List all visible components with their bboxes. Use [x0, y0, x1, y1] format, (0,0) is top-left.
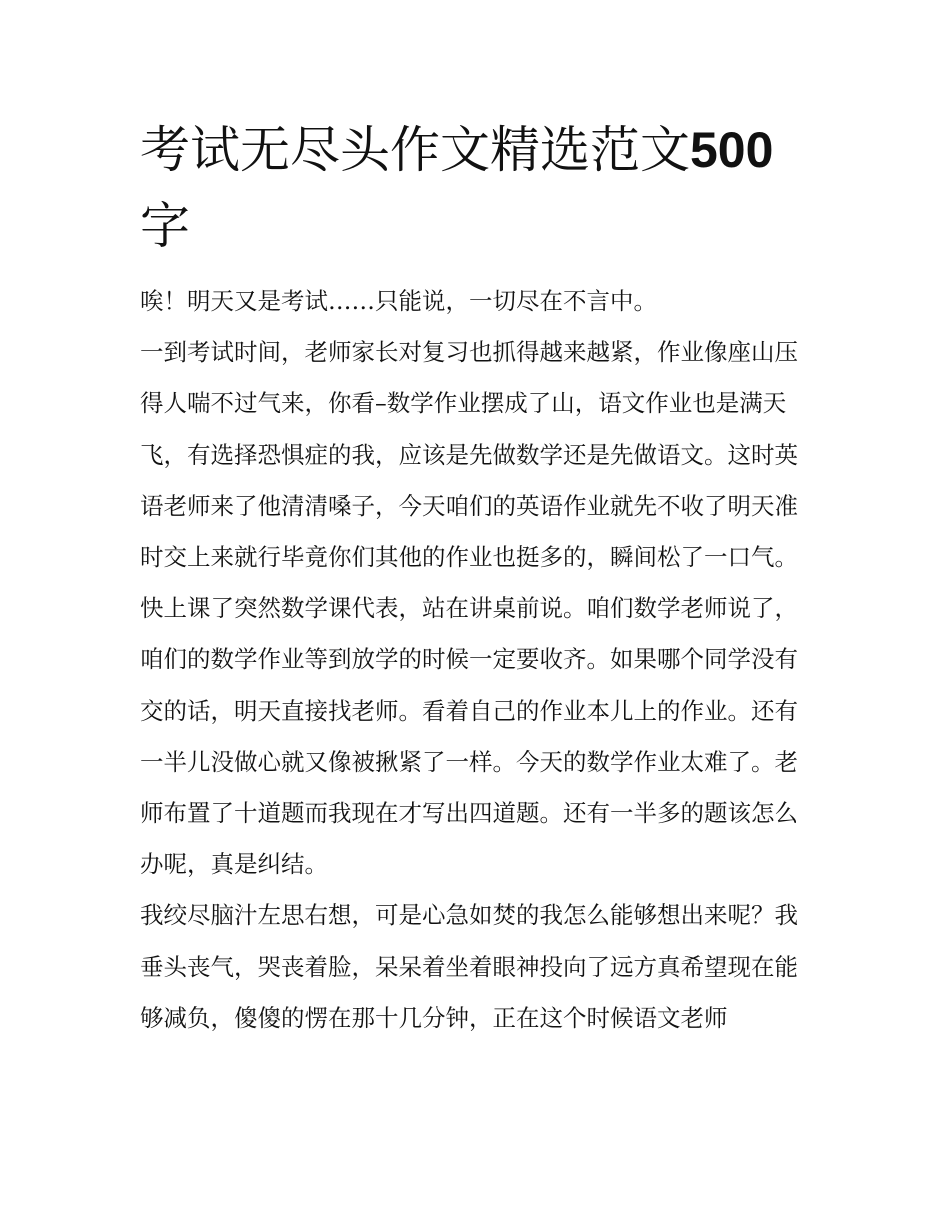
title-text: 考试无尽头作文精选范文 [140, 121, 690, 179]
paragraph: 我绞尽脑汁左思右想，可是心急如焚的我怎么能够想出来呢？我垂头丧气，哭丧着脸，呆呆着坐着眼神投向了远方真希望现在能够减负，傻傻的愣在那十几分钟，正在这个时候语文老师 [140, 901, 798, 1032]
paragraph: 唉！明天又是考试……只能说，一切尽在不言中。 [140, 287, 657, 315]
paragraph: 一到考试时间，老师家长对复习也抓得越来越紧，作业像座山压得人喘不过气来，你看–数学作业摆成了山，语文作业也是满天飞，有选择恐惧症的我，应该是先做数学还是先做语文。这时英语老师来了他清清嗓子，今天咱们的英语作业就先不收了明天准时交上来就行毕竟你们其他的作业也挺多的，瞬间松了一口气。 [140, 338, 798, 572]
paragraph: 快上课了突然数学课代表，站在讲桌前说。咱们数学老师说了，咱们的数学作业等到放学的时候一定要收齐。如果哪个同学没有交的话，明天直接找老师。看着自己的作业本儿上的作业。还有一半儿没做心就又像被揪紧了一样。今天的数学作业太难了。老师布置了十道题而我现在才写出四道题。还有一半多的题该怎么办呢，真是纠结。 [140, 594, 798, 879]
document-body [140, 112, 815, 1044]
title-number: 500 [690, 122, 774, 178]
document-title [140, 112, 815, 264]
title-suffix: 字 [140, 197, 190, 255]
